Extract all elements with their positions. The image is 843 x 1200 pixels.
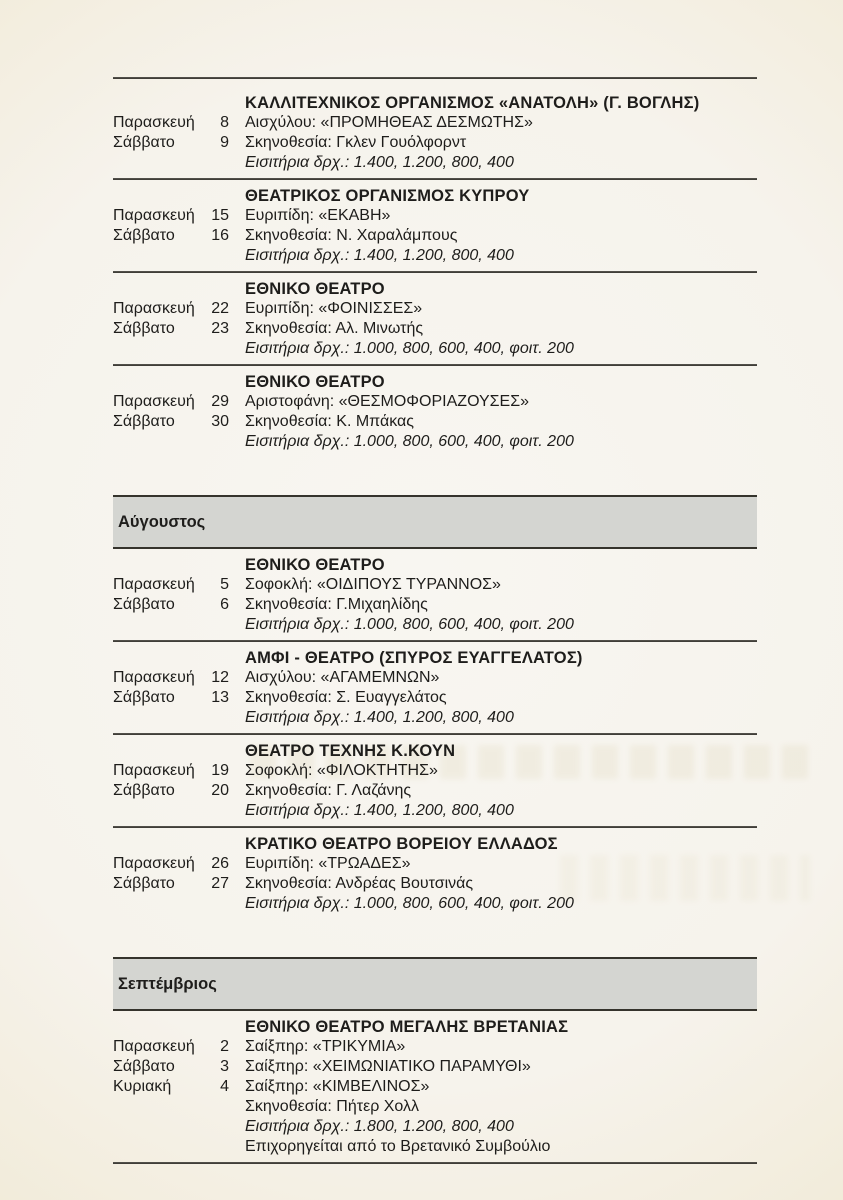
- programme-sections: [113, 77, 757, 1164]
- section-gap: [113, 457, 757, 495]
- theater-name: ΑΜΦΙ - ΘΕΑΤΡΟ (ΣΠΥΡΟΣ ΕΥΑΓΓΕΛΑΤΟΣ): [245, 649, 583, 667]
- tickets-line: Εισιτήρια δρχ.: 1.800, 1.200, 800, 400: [245, 1118, 514, 1135]
- performance-text: Ευριπίδη: «ΤΡΩΑΔΕΣ»: [245, 855, 411, 872]
- performance-text: Σκηνοθεσία: Σ. Ευαγγελάτος: [245, 689, 447, 706]
- schedule-row: [113, 133, 757, 153]
- date-number: 9: [220, 134, 229, 151]
- block-rows: [113, 392, 757, 432]
- schedule-row: [113, 874, 757, 894]
- performance-text: Σκηνοθεσία: Γκλεν Γουόλφορντ: [245, 134, 467, 151]
- tickets-line: Εισιτήρια δρχ.: 1.400, 1.200, 800, 400: [245, 802, 514, 819]
- performance-block: [113, 549, 757, 640]
- date-number: 26: [211, 855, 229, 872]
- schedule-row: [113, 392, 757, 412]
- month-label: Σεπτέμβριος: [118, 975, 217, 993]
- performance-text: Αισχύλου: «ΑΓΑΜΕΜΝΩΝ»: [245, 669, 440, 686]
- theater-name: ΕΘΝΙΚΟ ΘΕΑΤΡΟ: [245, 373, 385, 391]
- date-number: 15: [211, 207, 229, 224]
- performance-text: Σκηνοθεσία: Ν. Χαραλάμπους: [245, 227, 458, 244]
- block-rows: [113, 575, 757, 615]
- day-label: Παρασκευή: [113, 576, 195, 593]
- theater-name: ΘΕΑΤΡΟ ΤΕΧΝΗΣ Κ.ΚΟΥΝ: [245, 742, 456, 760]
- day-label: Σάββατο: [113, 227, 175, 244]
- date-number: 22: [211, 300, 229, 317]
- performance-text: Σαίξπηρ: «ΚΙΜΒΕΛΙΝΟΣ»: [245, 1078, 430, 1095]
- schedule-row: [113, 575, 757, 595]
- date-number: 8: [220, 114, 229, 131]
- day-label: Παρασκευή: [113, 669, 195, 686]
- date-number: 13: [211, 689, 229, 706]
- subsidy-note: Επιχορηγείται από το Βρετανικό Συμβούλιο: [245, 1138, 551, 1155]
- day-label: Παρασκευή: [113, 762, 195, 779]
- schedule-row: [113, 1037, 757, 1057]
- performance-text: Ευριπίδη: «ΕΚΑΒΗ»: [245, 207, 391, 224]
- schedule-row: [113, 668, 757, 688]
- performance-text: Σκηνοθεσία: Γ. Λαζάνης: [245, 782, 412, 799]
- day-label: Παρασκευή: [113, 855, 195, 872]
- tickets-line: Εισιτήρια δρχ.: 1.000, 800, 600, 400, φοιτ. 200: [245, 616, 574, 633]
- performance-block: [113, 828, 757, 919]
- date-number: 19: [211, 762, 229, 779]
- schedule-row: [113, 854, 757, 874]
- schedule-row: [113, 299, 757, 319]
- day-label: Παρασκευή: [113, 393, 195, 410]
- performance-text: Σαίξπηρ: «ΤΡΙΚΥΜΙΑ»: [245, 1038, 406, 1055]
- performance-text: Ευριπίδη: «ΦΟΙΝΙΣΣΕΣ»: [245, 300, 423, 317]
- performance-text: Σκηνοθεσία: Γ.Μιχαηλίδης: [245, 596, 428, 613]
- schedule-row: [113, 781, 757, 801]
- day-label: Σάββατο: [113, 596, 175, 613]
- performance-block: [113, 79, 757, 178]
- performance-block: [113, 1011, 757, 1162]
- performance-block: [113, 642, 757, 733]
- tickets-line: Εισιτήρια δρχ.: 1.000, 800, 600, 400, φοιτ. 200: [245, 433, 574, 450]
- schedule-row: [113, 595, 757, 615]
- schedule-row: [113, 761, 757, 781]
- schedule-row: [113, 1077, 757, 1097]
- date-number: 29: [211, 393, 229, 410]
- performance-text: Σαίξπηρ: «ΧΕΙΜΩΝΙΑΤΙΚΟ ΠΑΡΑΜΥΘΙ»: [245, 1058, 531, 1075]
- day-label: Σάββατο: [113, 134, 175, 151]
- month-band: [113, 957, 757, 1011]
- schedule-row: [113, 688, 757, 708]
- day-label: Παρασκευή: [113, 1038, 195, 1055]
- theater-name: ΕΘΝΙΚΟ ΘΕΑΤΡΟ ΜΕΓΑΛΗΣ ΒΡΕΤΑΝΙΑΣ: [245, 1018, 569, 1036]
- tickets-line: Εισιτήρια δρχ.: 1.400, 1.200, 800, 400: [245, 709, 514, 726]
- schedule-row: [113, 319, 757, 339]
- theater-name: ΕΘΝΙΚΟ ΘΕΑΤΡΟ: [245, 280, 385, 298]
- month-label: Αύγουστος: [118, 513, 206, 531]
- day-label: Σάββατο: [113, 1058, 175, 1075]
- performance-text: Σοφοκλή: «ΦΙΛΟΚΤΗΤΗΣ»: [245, 762, 438, 779]
- date-number: 4: [220, 1078, 229, 1095]
- day-label: Σάββατο: [113, 689, 175, 706]
- day-label: Σάββατο: [113, 875, 175, 892]
- schedule-row: [113, 113, 757, 133]
- theater-name: ΘΕΑΤΡΙΚΟΣ ΟΡΓΑΝΙΣΜΟΣ ΚΥΠΡΟΥ: [245, 187, 530, 205]
- tickets-line: Εισιτήρια δρχ.: 1.000, 800, 600, 400, φοιτ. 200: [245, 895, 574, 912]
- tickets-line: Εισιτήρια δρχ.: 1.400, 1.200, 800, 400: [245, 154, 514, 171]
- block-rows: [113, 1037, 757, 1097]
- tickets-line: Εισιτήρια δρχ.: 1.400, 1.200, 800, 400: [245, 247, 514, 264]
- schedule-row: [113, 1057, 757, 1077]
- schedule-row: [113, 206, 757, 226]
- performance-block: [113, 366, 757, 457]
- day-label: Κυριακή: [113, 1078, 172, 1095]
- block-rows: [113, 299, 757, 339]
- block-rows: [113, 668, 757, 708]
- theater-name: ΚΡΑΤΙΚΟ ΘΕΑΤΡΟ ΒΟΡΕΙΟΥ ΕΛΛΑΔΟΣ: [245, 835, 558, 853]
- performance-text: Αισχύλου: «ΠΡΟΜΗΘΕΑΣ ΔΕΣΜΩΤΗΣ»: [245, 114, 533, 131]
- performance-block: [113, 180, 757, 271]
- date-number: 27: [211, 875, 229, 892]
- block-rows: [113, 854, 757, 894]
- tickets-line: Εισιτήρια δρχ.: 1.000, 800, 600, 400, φοιτ. 200: [245, 340, 574, 357]
- block-rows: [113, 761, 757, 801]
- date-number: 16: [211, 227, 229, 244]
- date-number: 2: [220, 1038, 229, 1055]
- theater-name: ΚΑΛΛΙΤΕΧΝΙΚΟΣ ΟΡΓΑΝΙΣΜΟΣ «ΑΝΑΤΟΛΗ» (Γ. ΒΟΓΛΗΣ): [245, 94, 700, 112]
- date-number: 20: [211, 782, 229, 799]
- day-label: Παρασκευή: [113, 207, 195, 224]
- section-gap: [113, 919, 757, 957]
- date-number: 3: [220, 1058, 229, 1075]
- block-rows: [113, 113, 757, 153]
- day-label: Σάββατο: [113, 413, 175, 430]
- date-number: 12: [211, 669, 229, 686]
- performance-text: Σκηνοθεσία: Κ. Μπάκας: [245, 413, 415, 430]
- performance-block: [113, 735, 757, 826]
- date-number: 30: [211, 413, 229, 430]
- performance-text: Αριστοφάνη: «ΘΕΣΜΟΦΟΡΙΑΖΟΥΣΕΣ»: [245, 393, 530, 410]
- day-label: Σάββατο: [113, 320, 175, 337]
- day-label: Σάββατο: [113, 782, 175, 799]
- block-rows: [113, 206, 757, 246]
- day-label: Παρασκευή: [113, 300, 195, 317]
- performance-text: Σοφοκλή: «ΟΙΔΙΠΟΥΣ ΤΥΡΑΝΝΟΣ»: [245, 576, 501, 593]
- date-number: 5: [220, 576, 229, 593]
- theater-name: ΕΘΝΙΚΟ ΘΕΑΤΡΟ: [245, 556, 385, 574]
- performance-block: [113, 273, 757, 364]
- schedule-row: [113, 226, 757, 246]
- performance-text: Σκηνοθεσία: Αλ. Μινωτής: [245, 320, 424, 337]
- date-number: 23: [211, 320, 229, 337]
- day-label: Παρασκευή: [113, 114, 195, 131]
- direction-line: Σκηνοθεσία: Πήτερ Χολλ: [245, 1098, 420, 1115]
- month-band: [113, 495, 757, 549]
- separator-rule: [113, 1162, 757, 1164]
- date-number: 6: [220, 596, 229, 613]
- performance-text: Σκηνοθεσία: Ανδρέας Βουτσινάς: [245, 875, 474, 892]
- schedule-row: [113, 412, 757, 432]
